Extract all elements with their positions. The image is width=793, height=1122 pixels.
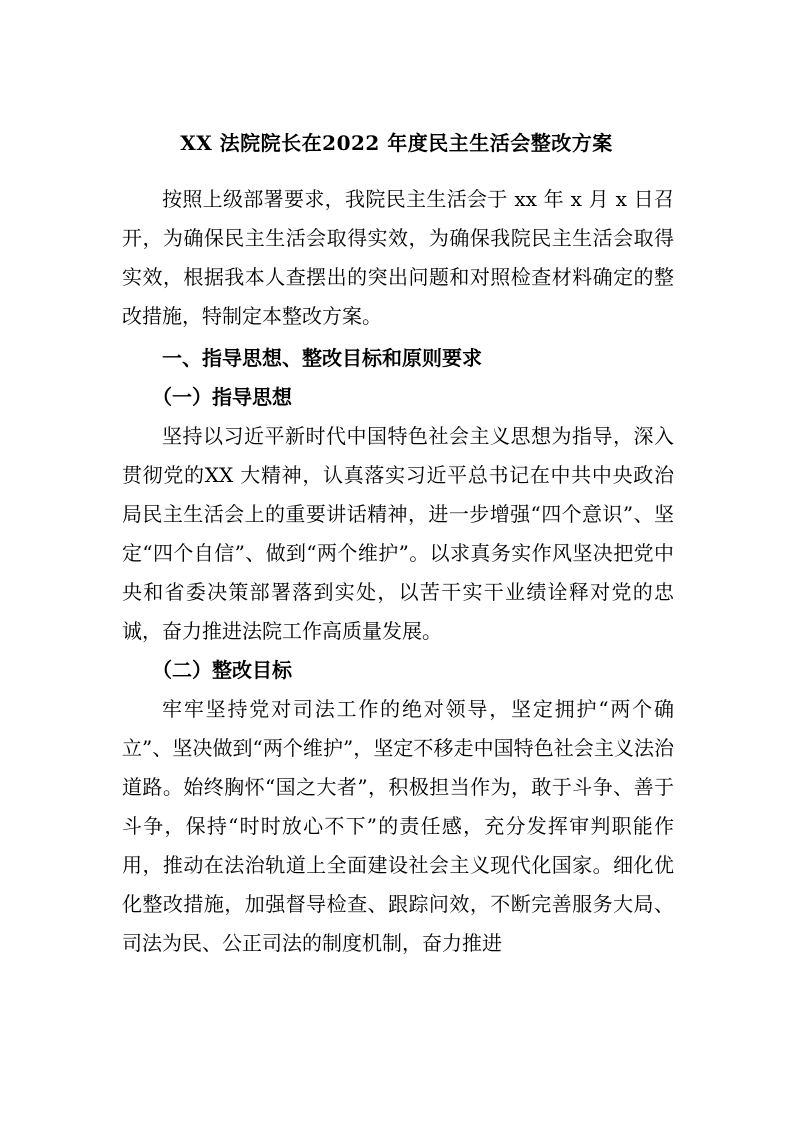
section-heading-1: 一、指导思想、整改目标和原则要求: [162, 346, 482, 370]
subsection-heading-rectification-goals: （二）整改目标: [152, 658, 292, 682]
document-title: XX 法院院长在2022 年度民主生活会整改方案: [180, 131, 613, 155]
guiding-ideology-paragraph: 坚持以习近平新时代中国特色社会主义思想为指导，深入贯彻党的XX 大精神，认真落实习近平总书记在中共中央政治局民主生活会上的重要讲话精神，进一步增强“四个意识”、坚定“四个自信”、做到“两个维护”。以求真务实作风坚决把党中央和省委决策部署落到实处，以苦干实干业绩诠释对党的忠诚，奋力推进法院工作高质量发展。: [122, 424, 674, 643]
intro-paragraph: 按照上级部署要求，我院民主生活会于 xx 年 x 月 x 日召开，为确保民主生活会取得实效，为确保我院民主生活会取得实效，根据我本人查摆出的突出问题和对照检查材料确定的整改措施，特制定本整改方案。: [122, 187, 674, 328]
document-body: [122, 180, 674, 963]
subsection-heading-guiding-ideology: （一）指导思想: [152, 385, 292, 409]
rectification-goals-paragraph: 牢牢坚持党对司法工作的绝对领导，坚定拥护“两个确立”、坚决做到“两个维护”，坚定不移走中国特色社会主义法治道路。始终胸怀“国之大者”，积极担当作为，敢于斗争、善于斗争，保持“时时放心不下”的责任感，充分发挥审判职能作用，推动在法治轨道上全面建设社会主义现代化国家。细化优化整改措施，加强督导检查、跟踪问效，不断完善服务大局、司法为民、公正司法的制度机制，奋力推进: [122, 697, 674, 955]
